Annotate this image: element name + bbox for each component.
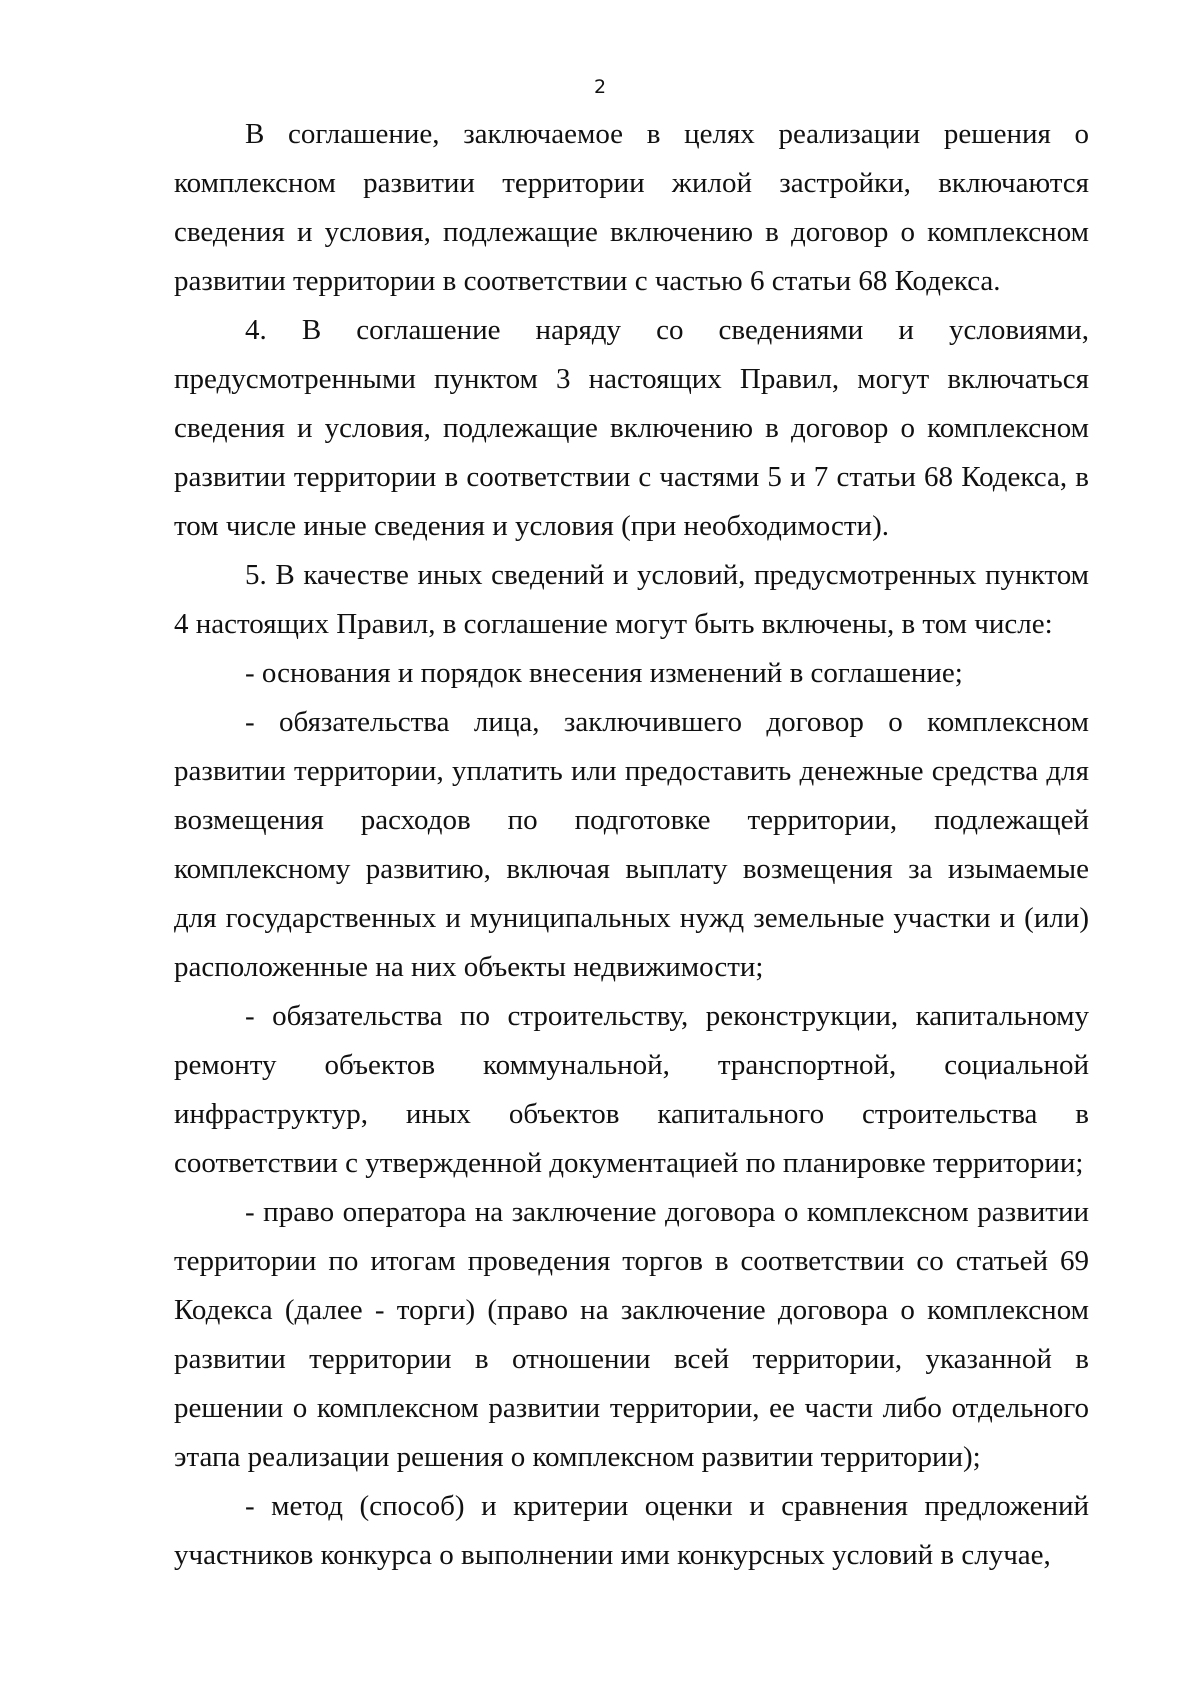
list-item-amendment-grounds: - основания и порядок внесения изменений в соглашение; (245, 657, 963, 689)
document-body (174, 110, 1089, 1580)
list-item-payment-obligations: - обязательства лица, заключившего договор о комплексном развитии территории, уплатить или предоставить денежные средства для возмещения расходов по подготовке территории, подлежащей комплексному развитию, включая выплату возмещения за изымаемые для государственных и муниципальных нужд земельные участки и (или) расположенные на них объекты недвижимости; (174, 706, 1089, 983)
list-item-evaluation-method: - метод (способ) и критерии оценки и сравнения предложений участников конкурса о выполнении ими конкурсных условий в случае, (174, 1490, 1089, 1571)
paragraph-item-5: 5. В качестве иных сведений и условий, предусмотренных пунктом 4 настоящих Правил, в соглашение могут быть включены, в том числе: (174, 559, 1089, 640)
paragraph-item-4: 4. В соглашение наряду со сведениями и условиями, предусмотренными пунктом 3 настоящих Правил, могут включаться сведения и условия, подлежащие включению в договор о комплексном развитии территории в соответствии с частями 5 и 7 статьи 68 Кодекса, в том числе иные сведения и условия (при необходимости). (174, 314, 1089, 542)
list-item-operator-right: - право оператора на заключение договора о комплексном развитии территории по итогам проведения торгов в соответствии со статьей 69 Кодекса (далее - торги) (право на заключение договора о комплексном развитии территории в отношении всей территории, указанной в решении о комплексном развитии территории, ее части либо отдельного этапа реализации решения о комплексном развитии территории); (174, 1196, 1089, 1473)
list-item-construction-obligations: - обязательства по строительству, реконструкции, капитальному ремонту объектов коммунальной, транспортной, социальной инфраструктур, иных объектов капитального строительства в соответствии с утвержденной документацией по планировке территории; (174, 1000, 1089, 1179)
paragraph-agreement-contents: В соглашение, заключаемое в целях реализации решения о комплексном развитии территории жилой застройки, включаются сведения и условия, подлежащие включению в договор о комплексном развитии территории в соответствии с частью 6 статьи 68 Кодекса. (174, 118, 1089, 297)
page-number: 2 (593, 76, 607, 98)
